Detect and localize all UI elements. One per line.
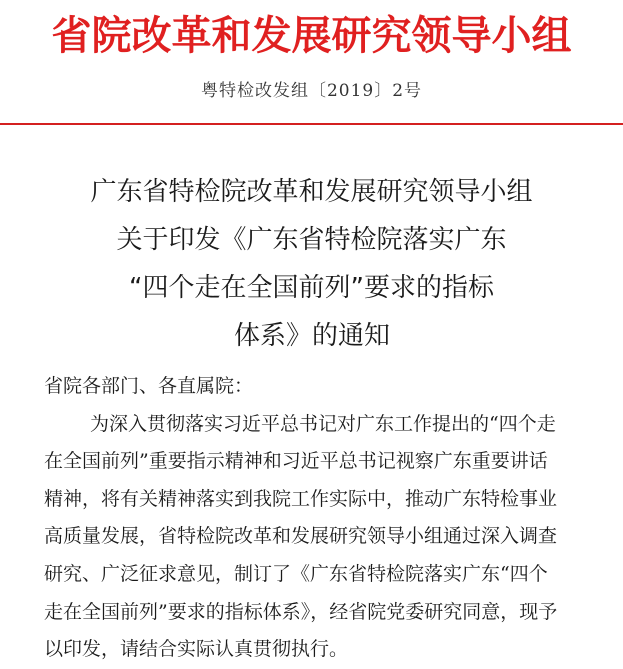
org-header-title: 省院改革和发展研究领导小组 xyxy=(51,12,572,59)
body-line: 高质量发展，省特检院改革和发展研究领导小组通过深入调查 xyxy=(44,525,558,548)
red-divider-line xyxy=(0,123,623,125)
notice-body xyxy=(44,368,604,669)
body-line: 在全国前列”重要指示精神和习近平总书记视察广东重要讲话 xyxy=(44,450,548,473)
notice-title-line: 体系》的通知 xyxy=(234,321,391,351)
notice-title-line: “四个走在全国前列”要求的指标 xyxy=(129,273,494,303)
document-number: 粤特检改发组〔2019〕2号 xyxy=(200,81,423,101)
body-line: 以印发，请结合实际认真贯彻执行。 xyxy=(44,638,349,661)
notice-title-line: 广东省特检院改革和发展研究领导小组 xyxy=(90,177,533,207)
body-line: 精神，将有关精神落实到我院工作实际中，推动广东特检事业 xyxy=(44,487,558,510)
body-line: 研究、广泛征求意见，制订了《广东省特检院落实广东“四个 xyxy=(44,562,548,585)
salutation: 省院各部门、各直属院： xyxy=(44,375,254,397)
body-line: 走在全国前列”要求的指标体系》，经省院党委研究同意，现予 xyxy=(44,600,558,623)
notice-title xyxy=(0,168,623,360)
notice-title-line: 关于印发《广东省特检院落实广东 xyxy=(116,225,507,255)
body-line: 为深入贯彻落实习近平总书记对广东工作提出的“四个走 xyxy=(90,412,556,435)
